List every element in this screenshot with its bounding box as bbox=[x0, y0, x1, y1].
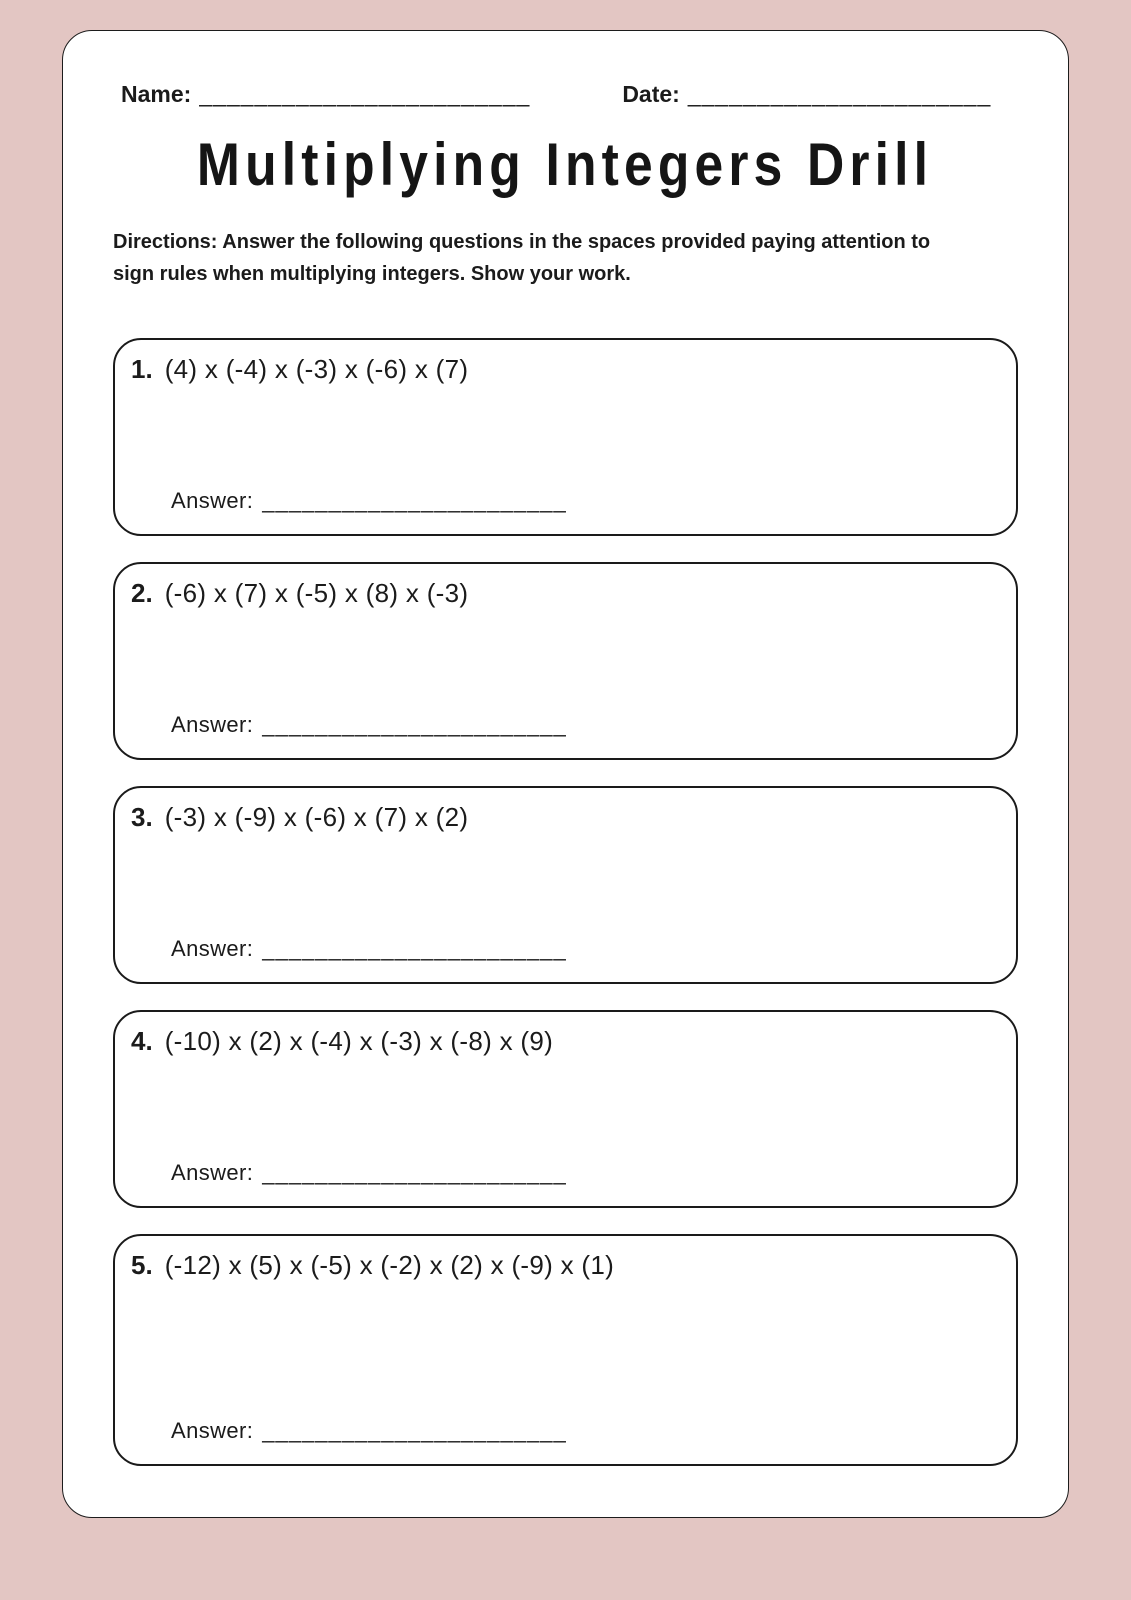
question-number: 1. bbox=[131, 354, 153, 385]
question-expression: (-6) x (7) x (-5) x (8) x (-3) bbox=[164, 578, 469, 609]
answer-blank-line[interactable]: _______________________ bbox=[262, 712, 567, 738]
question-number: 4. bbox=[131, 1026, 153, 1057]
header-row bbox=[113, 81, 1018, 108]
answer-blank-line[interactable]: _______________________ bbox=[262, 1160, 567, 1186]
question-box-4 bbox=[113, 1010, 1018, 1208]
answer-row bbox=[171, 488, 567, 514]
question-line bbox=[115, 788, 1016, 833]
answer-row bbox=[171, 712, 567, 738]
answer-blank-line[interactable]: _______________________ bbox=[262, 488, 567, 514]
title-wrap bbox=[113, 130, 1018, 199]
answer-label: Answer: bbox=[171, 1418, 254, 1444]
question-expression: (-10) x (2) x (-4) x (-3) x (-8) x (9) bbox=[164, 1026, 554, 1057]
answer-label: Answer: bbox=[171, 1160, 254, 1186]
answer-row bbox=[171, 936, 567, 962]
date-field-group bbox=[622, 81, 991, 108]
question-number: 3. bbox=[131, 802, 153, 833]
question-line bbox=[115, 564, 1016, 609]
worksheet-card bbox=[62, 30, 1069, 1518]
date-label: Date: bbox=[622, 81, 680, 107]
answer-label: Answer: bbox=[171, 936, 254, 962]
name-blank-line[interactable]: ________________________ bbox=[199, 81, 531, 107]
question-number: 2. bbox=[131, 578, 153, 609]
name-field-group bbox=[121, 81, 530, 108]
answer-row bbox=[171, 1418, 567, 1444]
question-expression: (-12) x (5) x (-5) x (-2) x (2) x (-9) x (1) bbox=[164, 1250, 615, 1281]
question-expression: (4) x (-4) x (-3) x (-6) x (7) bbox=[164, 354, 469, 385]
question-line bbox=[115, 1236, 1016, 1281]
answer-blank-line[interactable]: _______________________ bbox=[262, 936, 567, 962]
question-expression: (-3) x (-9) x (-6) x (7) x (2) bbox=[164, 802, 469, 833]
directions-text: Directions: Answer the following questions in the spaces provided paying attention to sign rules when multiplying integers. Show your work. bbox=[113, 231, 931, 285]
answer-blank-line[interactable]: _______________________ bbox=[262, 1418, 567, 1444]
question-line bbox=[115, 1012, 1016, 1057]
answer-label: Answer: bbox=[171, 712, 254, 738]
question-box-1 bbox=[113, 338, 1018, 536]
name-label: Name: bbox=[121, 81, 192, 107]
question-number: 5. bbox=[131, 1250, 153, 1281]
question-box-3 bbox=[113, 786, 1018, 984]
answer-label: Answer: bbox=[171, 488, 254, 514]
question-box-5 bbox=[113, 1234, 1018, 1466]
question-box-2 bbox=[113, 562, 1018, 760]
page-title: Multiplying Integers Drill bbox=[197, 131, 934, 198]
date-blank-line[interactable]: ______________________ bbox=[687, 81, 992, 107]
answer-row bbox=[171, 1160, 567, 1186]
question-line bbox=[115, 340, 1016, 385]
